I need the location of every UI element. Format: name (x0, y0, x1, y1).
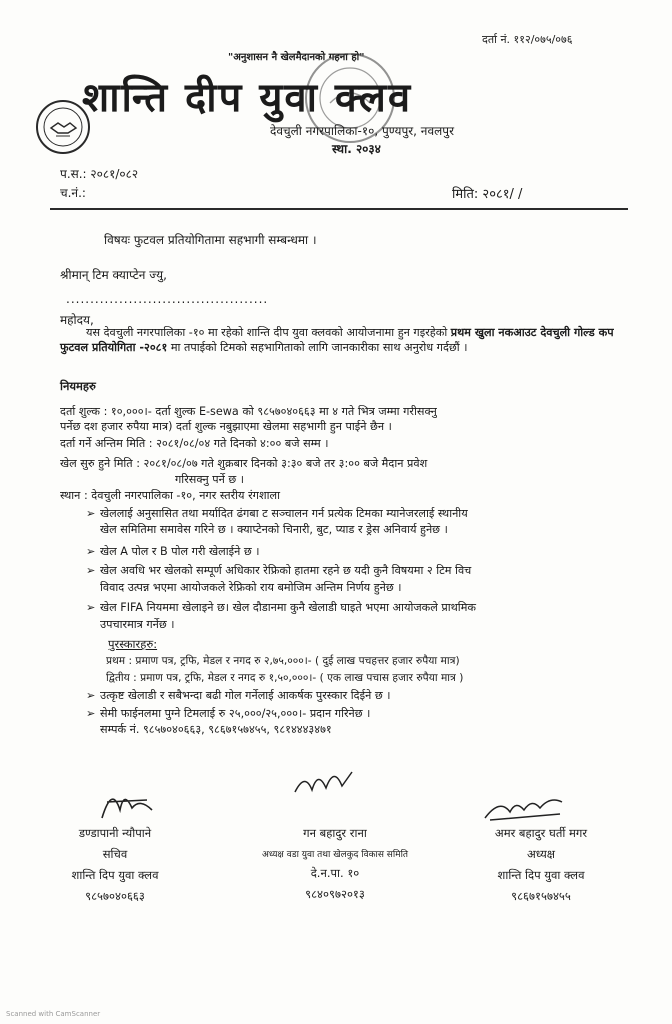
club-address: देवचुली नगरपालिका-१०, पुण्यपुर, नवलपुर (270, 124, 454, 138)
rule-line: दर्ता गर्ने अन्तिम मिति : २०८१/०८/०४ गते दिनको ४:०० बजे सम्म । (60, 437, 329, 450)
registration-number: दर्ता नं. ११२/०७५/०७६ (482, 33, 573, 46)
header-divider (50, 208, 628, 210)
signatory-org: शान्ति दिप युवा क्लव (71, 868, 159, 882)
rule-bullet: ➢ खेल FIFA नियममा खेलाइने छ। खेल दौडानमा कुनै खेलाडी घाइते भएमा आयोजकले प्राथमिक (86, 601, 476, 614)
signatory-phone: ९८४०९७२०१३ (305, 887, 365, 901)
fiscal-year-ref: प.स.: २०८१/०८२ (60, 167, 139, 181)
rule-line: स्थान : देवचुली नगरपालिका -१०, नगर स्तरीय रंगशाला (60, 489, 280, 502)
letter-body (60, 325, 620, 355)
rule-bullet: ➢ खेल A पोल र B पोल गरी खेलाईने छ । (86, 545, 260, 558)
second-prize: द्वितीय : प्रमाण पत्र, ट्रफि, मेडल र नगद रु १,५०,०००।- ( एक लाख पचास हजार रुपैया मात्र ) (106, 672, 464, 684)
recipient-blank: .......................................... (66, 292, 269, 306)
signatory-name: अमर बहादुर घर्ती मगर (494, 826, 588, 840)
dispatch-number: च.नं.: (60, 186, 86, 200)
arrow-bullet-icon: ➢ (86, 545, 96, 558)
arrow-bullet-icon: ➢ (86, 564, 96, 577)
signatory-ward-chair (220, 826, 450, 902)
body-closing: मा तपाईको टिमको सहभागिताको लागि जानकारीका साथ अनुरोध गर्दछौं । (167, 341, 468, 354)
arrow-bullet-icon: ➢ (86, 507, 96, 520)
club-name-heading: शान्ति दीप युवा क्लव (82, 74, 413, 121)
rule-line: गरिसक्नु पर्ने छ । (175, 473, 244, 486)
signatory-name: गन बहादुर राना (303, 826, 367, 840)
signatory-title: अध्यक्ष वडा युवा तथा खेलकुद विकास समिति (261, 850, 409, 860)
rule-line: पर्नेछ दश हजार रुपैया मात्र) दर्ता शुल्क नबुझाएमा खेलमा सहभागी हुन पाईने छैन । (60, 420, 392, 433)
scanner-watermark: Scanned with CamScanner (6, 1010, 101, 1018)
club-logo (36, 100, 90, 154)
arrow-bullet-icon: ➢ (86, 707, 96, 720)
rule-bullet: ➢ खेल अवधि भर खेलको सम्पूर्ण अधिकार रेफ्रिको हातमा रहने छ यदी कुनै विषयमा २ टिम विच (86, 564, 472, 577)
signature-president (480, 786, 570, 826)
signatory-org: दे.न.पा. १० (310, 866, 360, 880)
rule-bullet-cont: विवाद उत्पन्न भएमा आयोजकले रेफ्रिको राय बमोजिम अन्तिम निर्णय हुनेछ । (100, 581, 402, 594)
established-year: स्था. २०३४ (332, 142, 381, 156)
signature-secretary (92, 780, 162, 825)
rule-line: दर्ता शुल्क : १०,०००।- दर्ता शुल्क E-sewa को ९८५७०४०६६३ मा ४ गते भित्र जम्मा गरीसक्नु (60, 405, 437, 418)
body-intro: यस देवचुली नगरपालिका -१० मा रहेको शान्ति दीप युवा क्लवको आयोजनामा हुन गइरहेको (86, 326, 451, 339)
prize-bullet: ➢ सेमी फाईनलमा पुग्ने टिमलाई रु २५,०००/२५,०००।- प्रदान गरिनेछ । (86, 707, 371, 720)
signatory-name: डण्डापानी न्यौपाने (78, 826, 152, 840)
signatory-phone: ९८६७१५७४५५ (511, 889, 571, 903)
signature-ward-chair (290, 762, 360, 802)
contact-numbers: सम्पर्क नं. ९८५७०४०६६३, ९८६७१५७४५५, ९८१४४४३४७१ (100, 723, 332, 736)
signatory-title: सचिव (102, 847, 128, 861)
salutation: श्रीमान् टिम क्याप्टेन ज्यु, (60, 268, 167, 282)
rule-bullet: ➢ खेललाई अनुसासित तथा मर्यादित ढंगबा ट सञ्चालन गर्न प्रत्येक टिमका म्यानेजरलाई स्थानीय (86, 507, 468, 520)
rules-heading: नियमहरु (60, 379, 96, 393)
letter-subject: विषयः फुटवल प्रतियोगितामा सहभागी सम्बन्धमा । (104, 233, 317, 247)
first-prize: प्रथम : प्रमाण पत्र, ट्रफि, मेडल र नगद रु २,७५,०००।- ( दुई लाख पचहत्तर हजार रुपैया मात्र) (106, 655, 460, 667)
prize-bullet: ➢ उत्कृष्ट खेलाडी र सबैभन्दा बढी गोल गर्नेलाई आकर्षक पुरस्कार दिईने छ । (86, 689, 391, 702)
club-motto: "अनुशासन नै खेलमैदानको गहना हो" (228, 52, 365, 63)
arrow-bullet-icon: ➢ (86, 601, 96, 614)
signatory-president (446, 826, 636, 904)
tournament-name: प्रथम खुला नकआउट देवचुली गोल्ड कप फुटवल प्रतियोगिता -२०८१ (60, 326, 614, 354)
greeting: महोदय, (60, 313, 94, 327)
letter-date: मिति: २०८१/ / (452, 187, 523, 202)
rule-bullet-cont: उपचारमात्र गर्नेछ । (100, 618, 175, 631)
signatory-org: शान्ति दिप युवा क्लव (497, 868, 585, 882)
signatory-secretary (30, 826, 200, 904)
arrow-bullet-icon: ➢ (86, 689, 96, 702)
rule-line: खेल सुरु हुने मिति : २०८१/०८/०७ गते शुक्रबार दिनको ३:३० बजे तर ३:०० बजे मैदान प्रवेश (60, 457, 428, 470)
rule-bullet-cont: खेल समितिमा समावेस गरिने छ । क्याप्टेनको चिनारी, बुट, प्याड र ड्रेस अनिवार्य हुनेछ । (100, 523, 448, 536)
signatory-phone: ९८५७०४०६६३ (85, 889, 145, 903)
prizes-heading: पुरस्कारहरु: (108, 637, 158, 651)
signatory-title: अध्यक्ष (526, 847, 556, 861)
